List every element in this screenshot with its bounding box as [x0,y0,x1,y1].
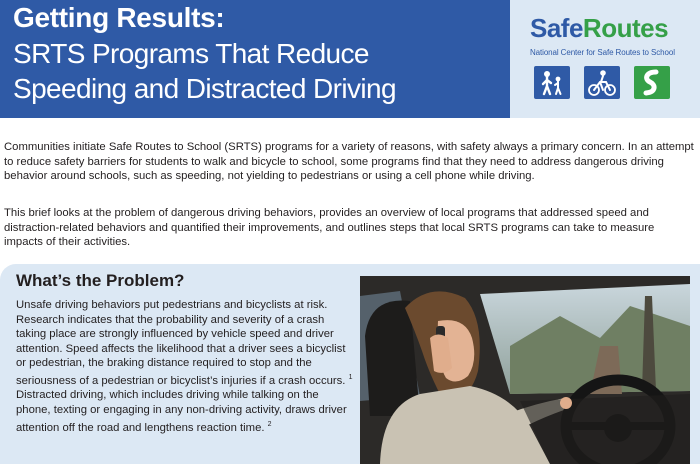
footnote-1: 1 [348,373,353,381]
title-line-3: Speeding and Distracted Driving [13,73,396,104]
intro-paragraph-2: This brief looks at the problem of dangerous driving behaviors, provides an overview of local programs that addressed speed and distraction-related behaviors and quantified their improvements, and outlines steps that local SRTS programs can take to measure impacts of their activities. [4,207,655,248]
title-line-2: SRTS Programs That Reduce [13,38,369,69]
header-banner [0,0,510,118]
safe-routes-path-icon [634,66,670,99]
logo-tagline: National Center for Safe Routes to School [530,48,675,57]
logo-word-routes: Routes [582,13,669,43]
walking-icon [534,66,570,99]
saferoutes-logo-panel [510,0,700,118]
logo-word-safe: Safe [530,13,583,43]
problem-body-text [16,298,354,435]
problem-heading: What’s the Problem? [16,271,185,290]
footnote-2: 2 [267,420,272,428]
bicycling-icon [584,66,620,99]
problem-text-part-2: Distracted driving, which includes driving while talking on the phone, texting or engaging in any non-driving activity, draws driver attention off the road and lengthens reaction time. [16,389,347,434]
problem-text-part-1: Unsafe driving behaviors put pedestrians and bicyclists at risk. Research indicates that the probability and severity of a crash taking place are strongly influenced by vehicle speed and driver attention. Speed affects the likelihood that a driver sees a bicyclist or pedestrian, the braking distance required to stop and the seriousness of a pedestrian or bicyclist’s injuries if a crash occurs. [16,299,346,387]
distracted-driver-photo [360,276,690,464]
intro-paragraph-1: Communities initiate Safe Routes to School (SRTS) programs for a variety of reasons, with safety always a primary concern. In an attempt to reduce safety barriers for students to walk and bicycle to school, some programs find that they need to address dangerous driving behavior around schools, such as speeding, not yielding to pedestrians or using a cell phone while driving. [4,141,694,182]
title-line-1: Getting Results: [13,2,225,33]
logo-wordmark [530,13,668,44]
